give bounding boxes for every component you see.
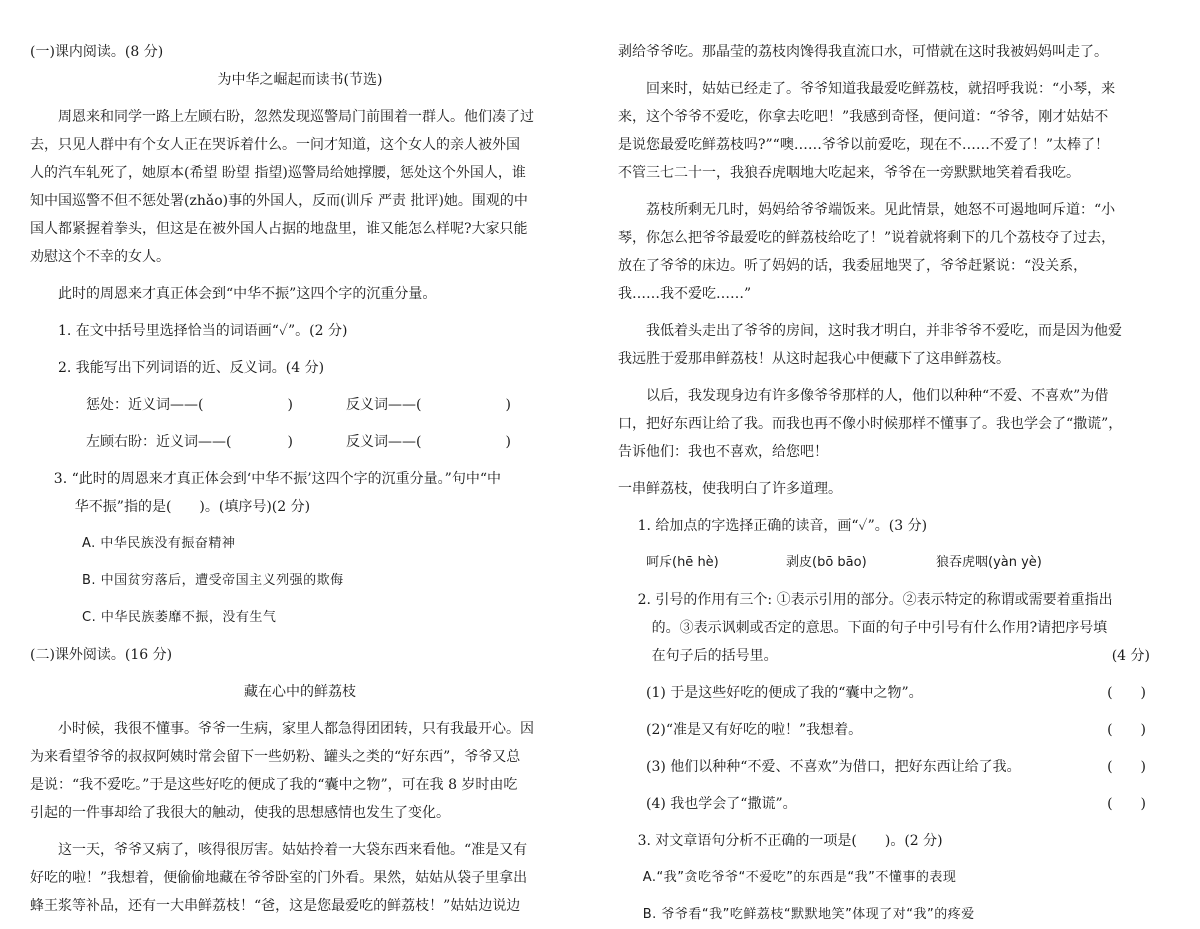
text-line: 不管三七二十一，我狼吞虎咽地大吃起来，爷爷在一旁默默地笑着看我吃。 xyxy=(618,165,1080,181)
answer-paren[interactable]: ( ) xyxy=(1107,722,1146,738)
text-line: 劝慰这个不幸的女人。 xyxy=(30,249,170,265)
right-question-2 xyxy=(618,586,1174,670)
passage2-paragraph2 xyxy=(30,836,570,920)
left-column xyxy=(30,38,570,920)
row-label: 左顾右盼：近义词——( xyxy=(86,434,232,450)
paren-close: ) xyxy=(287,397,293,413)
row-label: 惩处：近义词——( xyxy=(86,397,204,413)
passage2-paragraph3 xyxy=(618,75,1174,187)
question-2-line: 在句子后的括号里。 xyxy=(651,648,778,664)
passage2-paragraph5 xyxy=(618,317,1174,373)
text-line: 这一天，爷爷又病了，咳得很厉害。姑姑拎着一大袋东西来看他。“准是又有 xyxy=(58,842,528,858)
pinyin-item[interactable]: 剥皮(bō bāo) xyxy=(786,555,867,570)
question-2-score: (4 分) xyxy=(1111,648,1150,664)
q3-option-c: C. 中华民族萎靡不振，没有生气 xyxy=(82,610,277,625)
passage2-paragraph4 xyxy=(618,196,1174,308)
question-2-last-row xyxy=(618,642,1174,670)
paren-close: ) xyxy=(505,434,511,450)
text-line: 国人都紧握着拳头，但这是在被外国人占据的地盘里，谁又能怎么样呢?大家只能 xyxy=(30,221,528,237)
text-line: 以后，我发现身边有许多像爷爷那样的人，他们以种种“不爱、不喜欢”为借 xyxy=(646,388,1109,404)
passage1-title: 为中华之崛起而读书(节选) xyxy=(217,72,383,88)
paren-close: ) xyxy=(505,397,511,413)
text-line: 口，把好东西让给了我。而我也再不像小时候那样不懂事了。我也学会了“撒谎”， xyxy=(618,416,1123,432)
passage2-paragraph1 xyxy=(30,715,570,827)
text-line: 引起的一件事却给了我很大的触动，使我的思想感情也发生了变化。 xyxy=(30,805,450,821)
quote-item-text: (2)“准是又有好吃的啦！”我想着。 xyxy=(646,722,863,738)
pinyin-item[interactable]: 狼吞虎咽(yàn yè) xyxy=(936,555,1042,570)
quote-item-3 xyxy=(618,753,1174,781)
question-3-line: 3. “此时的周恩来才真正体会到‘中华不振’这四个字的沉重分量。”句中“中 xyxy=(53,471,501,487)
text-line: 荔枝所剩无几时，妈妈给爷爷端饭来。见此情景，她怒不可遏地呵斥道：“小 xyxy=(646,202,1116,218)
row-label: 反义词——( xyxy=(346,397,422,413)
quote-item-text: (3) 他们以种种“不爱、不喜欢”为借口，把好东西让给了我。 xyxy=(646,759,1021,775)
text-line: 回来时，姑姑已经走了。爷爷知道我最爱吃鲜荔枝，就招呼我说：“小琴，来 xyxy=(646,81,1116,97)
answer-paren[interactable]: ( ) xyxy=(1107,796,1146,812)
text-line: 告诉他们：我也不喜欢，给您吧！ xyxy=(618,444,828,460)
text-line: 好吃的啦！”我想着，便偷偷地藏在爷爷卧室的门外看。果然，姑姑从袋子里拿出 xyxy=(30,870,528,886)
row-label: 反义词——( xyxy=(346,434,422,450)
text-line: 小时候，我很不懂事。爷爷一生病，家里人都急得团团转，只有我最开心。因 xyxy=(58,721,534,737)
question-2: 2. 我能写出下列词语的近、反义词。(4 分) xyxy=(58,360,325,376)
passage2-conclusion: 一串鲜荔枝，使我明白了许多道理。 xyxy=(618,481,842,497)
paren-close: ) xyxy=(287,434,293,450)
text-line: 琴，你怎么把爷爷最爱吃的鲜荔枝给吃了！”说着就将剩下的几个荔枝夺了过去， xyxy=(618,230,1116,246)
text-line: 是说您最爱吃鲜荔枝吗?”“噢……爷爷以前爱吃，现在不……不爱了！”太棒了！ xyxy=(618,137,1109,153)
quote-item-2 xyxy=(618,716,1174,744)
text-line: 蜂王浆等补品，还有一大串鲜荔枝！“爸，这是您最爱吃的鲜荔枝！”姑姑边说边 xyxy=(30,898,521,914)
section1-heading: (一)课内阅读。(8 分) xyxy=(30,44,164,60)
right-question-1: 1. 给加点的字选择正确的读音，画“✓”。(3 分) xyxy=(637,518,928,534)
text-line: 放在了爷爷的床边。听了妈妈的话，我委屈地哭了，爷爷赶紧说：“没关系， xyxy=(618,258,1088,274)
text-line: 去，只见人群中有个女人正在哭诉着什么。一问才知道，这个女人的亲人被外国 xyxy=(30,137,520,153)
text-line: 我远胜于爱那串鲜荔枝！从这时起我心中便藏下了这串鲜荔枝。 xyxy=(618,351,1010,367)
text-line: 知中国巡警不但不惩处署(zhǎo)事的外国人，反而(训斥 严责 批评)她。围观的中 xyxy=(30,193,528,209)
question-1: 1. 在文中括号里选择恰当的词语画“✓”。(2 分) xyxy=(58,323,348,339)
right-q3-option-a: A.“我”贪吃爷爷“不爱吃”的东西是“我”不懂事的表现 xyxy=(642,870,957,885)
text-line: 是说：“我不爱吃。”于是这些好吃的便成了我的“囊中之物”，可在我 8 岁时由吃 xyxy=(30,777,518,793)
text-line: 周恩来和同学一路上左顾右盼，忽然发现巡警局门前围着一群人。他们凑了过 xyxy=(58,109,534,125)
answer-paren[interactable]: ( ) xyxy=(1107,685,1146,701)
text-line: 我低着头走出了爷爷的房间，这时我才明白，并非爷爷不爱吃，而是因为他爱 xyxy=(646,323,1122,339)
passage1-paragraph2: 此时的周恩来才真正体会到“中华不振”这四个字的沉重分量。 xyxy=(58,286,437,302)
quote-item-1 xyxy=(618,679,1174,707)
text-line: 我……我不爱吃……” xyxy=(618,286,752,302)
quote-item-text: (4) 我也学会了“撒谎”。 xyxy=(646,796,797,812)
pinyin-options xyxy=(618,549,1174,577)
quote-item-text: (1) 于是这些好吃的便成了我的“囊中之物”。 xyxy=(646,685,923,701)
quote-item-4 xyxy=(618,790,1174,818)
text-line: 为来看望爷爷的叔叔阿姨时常会留下一些奶粉、罐头之类的“好东西”，爷爷又总 xyxy=(30,749,521,765)
continuation-line: 剥给爷爷吃。那晶莹的荔枝肉馋得我直流口水，可惜就在这时我被妈妈叫走了。 xyxy=(618,44,1108,60)
section2-heading: (二)课外阅读。(16 分) xyxy=(30,647,173,663)
passage1-paragraph1 xyxy=(30,103,570,271)
right-q3-option-b: B. 爷爷看“我”吃鲜荔枝“默默地笑”体现了对“我”的疼爱 xyxy=(642,907,975,922)
answer-paren[interactable]: ( ) xyxy=(1107,759,1146,775)
question-2-line: 2. 引号的作用有三个: ①表示引用的部分。②表示特定的称谓或需要着重指出 xyxy=(637,592,1113,608)
right-column xyxy=(618,38,1174,929)
q3-option-b: B. 中国贫穷落后，遭受帝国主义列强的欺侮 xyxy=(82,573,344,588)
question-2-line: 的。③表示讽刺或否定的意思。下面的句子中引号有什么作用?请把序号填 xyxy=(651,620,1108,636)
q3-option-a: A. 中华民族没有振奋精神 xyxy=(82,536,236,551)
antonym-row-2 xyxy=(30,428,570,456)
text-line: 人的汽车轧死了，她原本(希望 盼望 指望)巡警局给她撑腰，惩处这个外国人，谁 xyxy=(30,165,526,181)
passage2-title: 藏在心中的鲜荔枝 xyxy=(244,684,356,700)
text-line: 来，这个爷爷不爱吃，你拿去吃吧！”我感到奇怪，便问道：“爷爷，刚才姑姑不 xyxy=(618,109,1109,125)
question-3 xyxy=(30,465,570,521)
question-3-line: 华不振”指的是( )。(填序号)(2 分) xyxy=(74,499,311,515)
antonym-row-1 xyxy=(30,391,570,419)
passage2-paragraph6 xyxy=(618,382,1174,466)
right-question-3: 3. 对文章语句分析不正确的一项是( )。(2 分) xyxy=(637,833,943,849)
pinyin-item[interactable]: 呵斥(hē hè) xyxy=(646,555,719,570)
